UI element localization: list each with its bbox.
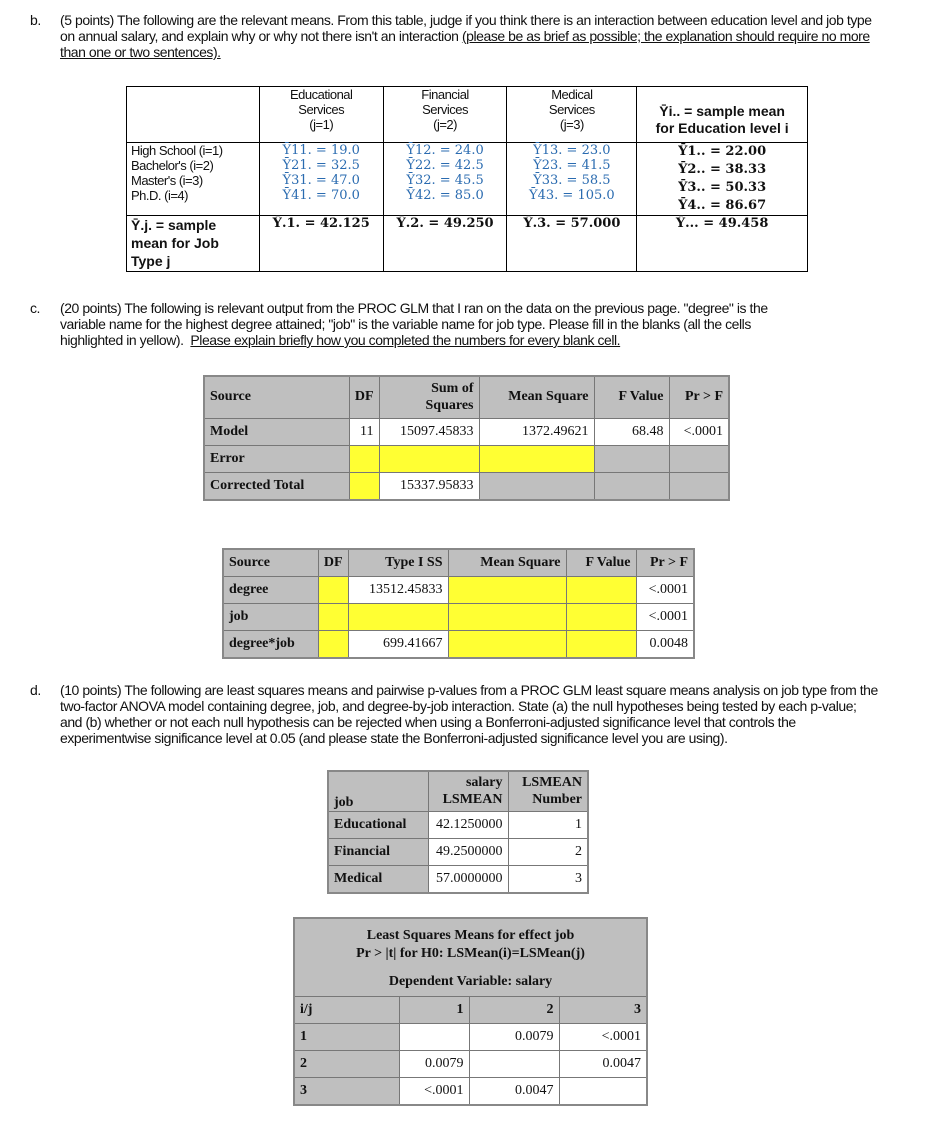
pairwise-corner: i/j bbox=[294, 996, 399, 1023]
type1-interaction-f-blank[interactable] bbox=[566, 631, 636, 659]
anova-model-f: 68.48 bbox=[594, 418, 669, 445]
anova-error-df-blank[interactable] bbox=[349, 445, 379, 472]
row-mean-header: Ȳi.. = sample mean for Education level i bbox=[637, 87, 808, 143]
pairwise-col-2: 2 bbox=[469, 996, 559, 1023]
type1-h-source: Source bbox=[223, 549, 318, 577]
anova-total-f-empty bbox=[594, 472, 669, 500]
part-c-line-1: (20 points) The following is relevant output from the PROC GLM that I ran on the data on the previous page. "degree" is the bbox=[60, 300, 768, 316]
part-b-label: b. bbox=[30, 12, 41, 28]
lsmeans-table bbox=[327, 770, 589, 894]
lsm-row-educational bbox=[328, 811, 588, 838]
col-header-medical: Medical Services (j=3) bbox=[507, 87, 637, 143]
anova-h-df: DF bbox=[349, 376, 379, 418]
pairwise-row-2 bbox=[294, 1050, 647, 1077]
means-corner bbox=[127, 87, 260, 143]
type1-table bbox=[222, 548, 695, 659]
part-d-label: d. bbox=[30, 682, 41, 698]
type1-job-df-blank[interactable] bbox=[318, 604, 348, 631]
type1-row-degree bbox=[223, 577, 694, 604]
lsm-educational-mean: 42.1250000 bbox=[428, 811, 508, 838]
pairwise-row-3 bbox=[294, 1077, 647, 1105]
type1-job-source: job bbox=[223, 604, 318, 631]
type1-interaction-df-blank[interactable] bbox=[318, 631, 348, 659]
lsm-h-job: job bbox=[328, 771, 428, 811]
anova-row-model bbox=[204, 418, 729, 445]
pairwise-cell-2-1: 0.0079 bbox=[399, 1050, 469, 1077]
part-d-line-1: (10 points) The following are least squares means and pairwise p-values from a PROC GLM least square means analysis on job type from the bbox=[60, 682, 878, 698]
part-c-label: c. bbox=[30, 300, 40, 316]
lsm-row-financial bbox=[328, 838, 588, 865]
pairwise-cell-2-3: 0.0047 bbox=[559, 1050, 647, 1077]
type1-degree-df-blank[interactable] bbox=[318, 577, 348, 604]
col-mean-financial: Ȳ.2. = 49.250 bbox=[383, 216, 507, 272]
pairwise-row-1-label: 1 bbox=[294, 1023, 399, 1050]
anova-error-ms-blank[interactable] bbox=[479, 445, 594, 472]
anova-model-df: 11 bbox=[349, 418, 379, 445]
anova-total-df-blank[interactable] bbox=[349, 472, 379, 500]
type1-row-job bbox=[223, 604, 694, 631]
pairwise-title-3: Dependent Variable: salary bbox=[388, 974, 553, 990]
col-mean-educational: Ȳ.1. = 42.125 bbox=[259, 216, 383, 272]
part-c-line-3: highlighted in yellow). Please explain briefly how you completed the numbers for every blank cell. bbox=[60, 332, 621, 348]
type1-degree-ss: 13512.45833 bbox=[348, 577, 448, 604]
cells-medical: Ȳ13. = 23.0 Ȳ23. = 41.5 Ȳ33. = 58.5 Ȳ43. = 105.0 bbox=[507, 143, 637, 216]
lsm-medical-num: 3 bbox=[508, 865, 588, 893]
pairwise-row-3-label: 3 bbox=[294, 1077, 399, 1105]
col-mean-medical: Ȳ.3. = 57.000 bbox=[507, 216, 637, 272]
lsm-h-mean: salary LSMEAN bbox=[428, 771, 508, 811]
anova-model-ss: 15097.45833 bbox=[379, 418, 479, 445]
anova-model-source: Model bbox=[204, 418, 349, 445]
type1-interaction-p: 0.0048 bbox=[636, 631, 694, 659]
lsm-row-medical bbox=[328, 865, 588, 893]
pairwise-cell-3-3 bbox=[559, 1077, 647, 1105]
part-c-question bbox=[30, 300, 920, 352]
part-b-line-2: on annual salary, and explain why or why not there isn't an interaction (please be as brief as possible; the explanation should require no more bbox=[60, 28, 870, 44]
anova-error-ss-blank[interactable] bbox=[379, 445, 479, 472]
anova-total-ss: 15337.95833 bbox=[379, 472, 479, 500]
type1-h-df: DF bbox=[318, 549, 348, 577]
lsm-educational-job: Educational bbox=[328, 811, 428, 838]
col-header-financial: Financial Services (j=2) bbox=[383, 87, 507, 143]
pairwise-cell-1-3: <.0001 bbox=[559, 1023, 647, 1050]
part-b-line-1: (5 points) The following are the relevant means. From this table, judge if you think there is an interaction between education level and job type bbox=[60, 12, 872, 28]
pairwise-col-1: 1 bbox=[399, 996, 469, 1023]
cells-financial: Ȳ12. = 24.0 Ȳ22. = 42.5 Ȳ32. = 45.5 Ȳ42. = 85.0 bbox=[383, 143, 507, 216]
anova-error-f-empty bbox=[594, 445, 669, 472]
anova-h-f: F Value bbox=[594, 376, 669, 418]
lsm-financial-job: Financial bbox=[328, 838, 428, 865]
anova-table bbox=[203, 375, 730, 501]
part-d-line-4: experimentwise significance level at 0.05 (and please state the Bonferroni-adjusted significance level you are using). bbox=[60, 730, 728, 746]
type1-interaction-source: degree*job bbox=[223, 631, 318, 659]
type1-job-f-blank[interactable] bbox=[566, 604, 636, 631]
pairwise-row-1 bbox=[294, 1023, 647, 1050]
lsm-h-num: LSMEAN Number bbox=[508, 771, 588, 811]
pairwise-cell-3-1: <.0001 bbox=[399, 1077, 469, 1105]
anova-row-error bbox=[204, 445, 729, 472]
pairwise-cell-1-1 bbox=[399, 1023, 469, 1050]
anova-error-p-empty bbox=[669, 445, 729, 472]
lsm-financial-mean: 49.2500000 bbox=[428, 838, 508, 865]
row-means: Ȳ1.. = 22.00 Ȳ2.. = 38.33 Ȳ3.. = 50.33 Ȳ4.. = 86.67 bbox=[637, 143, 808, 216]
type1-job-ss-blank[interactable] bbox=[348, 604, 448, 631]
pairwise-title-1: Least Squares Means for effect job bbox=[366, 928, 575, 944]
lsm-medical-mean: 57.0000000 bbox=[428, 865, 508, 893]
anova-total-ms-empty bbox=[479, 472, 594, 500]
type1-degree-ms-blank[interactable] bbox=[448, 577, 566, 604]
type1-h-ss: Type I SS bbox=[348, 549, 448, 577]
grand-mean: Ȳ... = 49.458 bbox=[637, 216, 808, 272]
anova-total-source: Corrected Total bbox=[204, 472, 349, 500]
anova-model-p: <.0001 bbox=[669, 418, 729, 445]
type1-degree-f-blank[interactable] bbox=[566, 577, 636, 604]
pairwise-table bbox=[293, 917, 648, 1106]
type1-degree-source: degree bbox=[223, 577, 318, 604]
pairwise-cell-1-2: 0.0079 bbox=[469, 1023, 559, 1050]
pairwise-col-3: 3 bbox=[559, 996, 647, 1023]
type1-h-p: Pr > F bbox=[636, 549, 694, 577]
type1-interaction-ms-blank[interactable] bbox=[448, 631, 566, 659]
type1-h-f: F Value bbox=[566, 549, 636, 577]
anova-h-ms: Mean Square bbox=[479, 376, 594, 418]
pairwise-cell-2-2 bbox=[469, 1050, 559, 1077]
anova-error-source: Error bbox=[204, 445, 349, 472]
lsm-financial-num: 2 bbox=[508, 838, 588, 865]
anova-total-p-empty bbox=[669, 472, 729, 500]
lsm-educational-num: 1 bbox=[508, 811, 588, 838]
means-table bbox=[126, 86, 808, 272]
type1-degree-p: <.0001 bbox=[636, 577, 694, 604]
type1-row-interaction bbox=[223, 631, 694, 659]
anova-row-total bbox=[204, 472, 729, 500]
part-b-line-3: than one or two sentences). bbox=[60, 44, 221, 60]
row-labels: High School (i=1) Bachelor's (i=2) Master's (i=3) Ph.D. (i=4) bbox=[127, 143, 260, 216]
type1-interaction-ss: 699.41667 bbox=[348, 631, 448, 659]
col-header-educational: Educational Services (j=1) bbox=[259, 87, 383, 143]
anova-h-ss: Sum of Squares bbox=[379, 376, 479, 418]
type1-job-p: <.0001 bbox=[636, 604, 694, 631]
lsm-medical-job: Medical bbox=[328, 865, 428, 893]
type1-job-ms-blank[interactable] bbox=[448, 604, 566, 631]
anova-model-ms: 1372.49621 bbox=[479, 418, 594, 445]
pairwise-title-2: Pr > |t| for H0: LSMean(i)=LSMean(j) bbox=[356, 946, 585, 962]
part-d-line-2: two-factor ANOVA model containing degree, job, and degree-by-job interaction. State (a) the null hypotheses being tested by each p-value; bbox=[60, 698, 857, 714]
pairwise-cell-3-2: 0.0047 bbox=[469, 1077, 559, 1105]
cells-educational: Ȳ11. = 19.0 Ȳ21. = 32.5 Ȳ31. = 47.0 Ȳ41. = 70.0 bbox=[259, 143, 383, 216]
type1-h-ms: Mean Square bbox=[448, 549, 566, 577]
part-b-question bbox=[30, 12, 920, 64]
part-d-question bbox=[30, 682, 920, 750]
anova-h-p: Pr > F bbox=[669, 376, 729, 418]
part-c-line-2: variable name for the highest degree attained; "job" is the variable name for job type. Please fill in the blanks (all the cells bbox=[60, 316, 751, 332]
anova-h-source: Source bbox=[204, 376, 349, 418]
pairwise-row-2-label: 2 bbox=[294, 1050, 399, 1077]
col-mean-label: Ȳ.j. = sample mean for Job Type j bbox=[127, 216, 260, 272]
pairwise-title bbox=[294, 918, 647, 996]
part-d-line-3: and (b) whether or not each null hypothesis can be rejected when using a Bonferroni-adjusted significance level that controls the bbox=[60, 714, 796, 730]
